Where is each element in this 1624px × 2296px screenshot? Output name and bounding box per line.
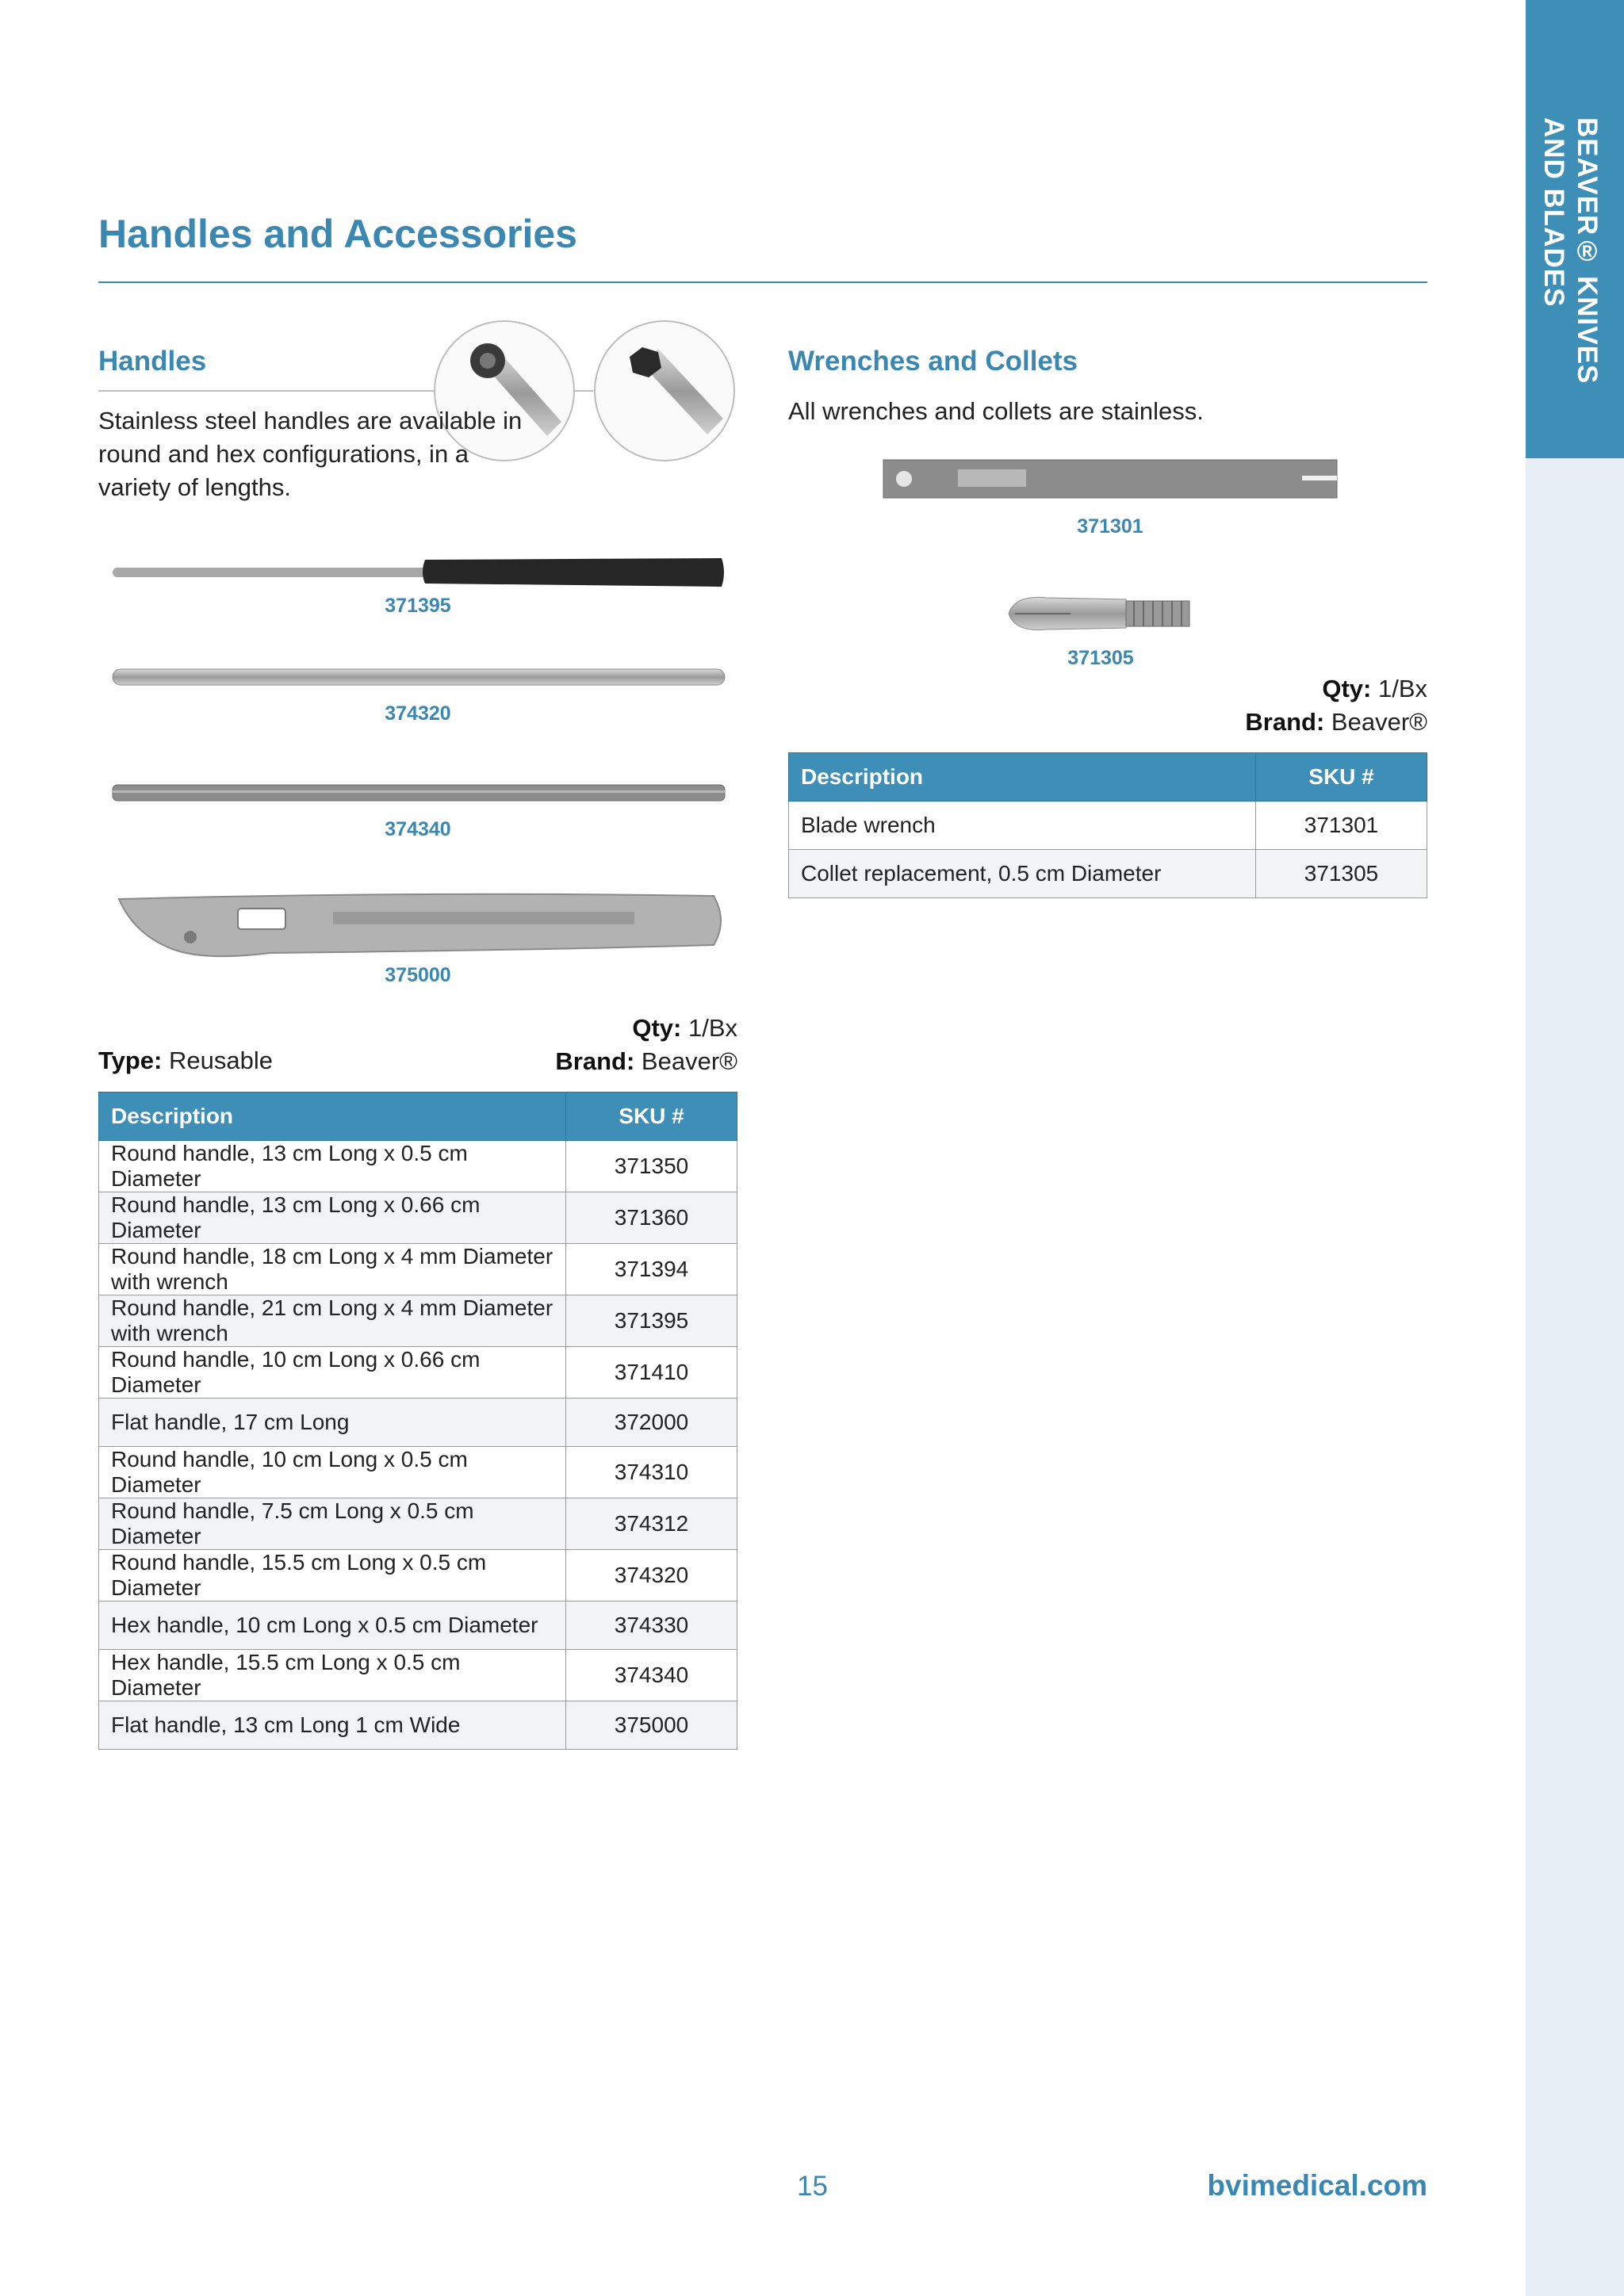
table-row — [789, 850, 1427, 898]
handle-image-374320 — [111, 663, 730, 693]
description-cell: Flat handle, 17 cm Long — [99, 1399, 566, 1447]
sku-cell: 374310 — [566, 1447, 737, 1498]
table-row — [99, 1550, 737, 1601]
sku-cell: 371305 — [1256, 850, 1427, 898]
table-row — [99, 1347, 737, 1399]
description-cell: Round handle, 13 cm Long x 0.66 cm Diameter — [99, 1192, 566, 1244]
sku-cell: 374330 — [566, 1601, 737, 1650]
table-row — [99, 1244, 737, 1295]
collet-image-371305 — [999, 590, 1197, 637]
section-tab — [1526, 0, 1624, 458]
product-caption-375000: 375000 — [385, 964, 451, 986]
sku-cell: 372000 — [566, 1399, 737, 1447]
sku-cell: 371360 — [566, 1192, 737, 1244]
table-row — [99, 1141, 737, 1192]
wrenches-qty-brand — [1110, 672, 1427, 739]
product-caption-371305: 371305 — [1067, 647, 1134, 669]
description-cell: Round handle, 21 cm Long x 4 mm Diameter with wrench — [99, 1295, 566, 1347]
product-caption-374340: 374340 — [385, 818, 451, 840]
wrench-image-371301 — [882, 457, 1339, 501]
page-title: Handles and Accessories — [98, 212, 577, 256]
wrenches-table — [788, 752, 1427, 898]
product-caption-371395: 371395 — [385, 595, 451, 617]
sku-cell: 371410 — [566, 1347, 737, 1399]
column-header-sku: SKU # — [566, 1093, 737, 1141]
table-header-row — [99, 1093, 737, 1141]
description-cell: Round handle, 10 cm Long x 0.66 cm Diameter — [99, 1347, 566, 1399]
sku-cell: 371394 — [566, 1244, 737, 1295]
title-divider — [98, 281, 1427, 283]
column-header-description: Description — [99, 1093, 566, 1141]
section-tab-label: BEAVER® KNIVES AND BLADES — [1538, 117, 1603, 385]
hex-tip-detail — [595, 321, 734, 461]
description-cell: Hex handle, 15.5 cm Long x 0.5 cm Diameter — [99, 1650, 566, 1701]
table-header-row — [789, 753, 1427, 802]
description-cell: Round handle, 18 cm Long x 4 mm Diameter with wrench — [99, 1244, 566, 1295]
handle-image-374340 — [111, 779, 730, 809]
qty-line: Qty: 1/Bx — [632, 1014, 737, 1042]
brand-line: Brand: Beaver® — [555, 1047, 737, 1075]
table-row — [99, 1650, 737, 1701]
table-row — [99, 1701, 737, 1750]
sku-cell: 371301 — [1256, 802, 1427, 850]
table-row — [99, 1447, 737, 1498]
description-cell: Round handle, 7.5 cm Long x 0.5 cm Diameter — [99, 1498, 566, 1550]
table-row — [99, 1192, 737, 1244]
table-row — [789, 802, 1427, 850]
description-cell: Hex handle, 10 cm Long x 0.5 cm Diameter — [99, 1601, 566, 1650]
description-cell: Flat handle, 13 cm Long 1 cm Wide — [99, 1701, 566, 1750]
description-cell: Collet replacement, 0.5 cm Diameter — [789, 850, 1256, 898]
handles-type: Type: Reusable — [98, 1047, 273, 1074]
column-header-description: Description — [789, 753, 1256, 802]
qty-line: Qty: 1/Bx — [1322, 675, 1427, 702]
product-caption-374320: 374320 — [385, 702, 451, 725]
sku-cell: 375000 — [566, 1701, 737, 1750]
description-cell: Round handle, 13 cm Long x 0.5 cm Diameter — [99, 1141, 566, 1192]
table-row — [99, 1498, 737, 1550]
description-cell: Round handle, 15.5 cm Long x 0.5 cm Diameter — [99, 1550, 566, 1601]
sidebar — [1526, 0, 1624, 2296]
page-number: 15 — [797, 2171, 828, 2202]
sku-cell: 371350 — [566, 1141, 737, 1192]
sku-cell: 374312 — [566, 1498, 737, 1550]
table-row — [99, 1601, 737, 1650]
brand-line: Brand: Beaver® — [1245, 708, 1427, 736]
sku-cell: 374340 — [566, 1650, 737, 1701]
handles-description: Stainless steel handles are available in round and hex configurations, in a variety of lengths. — [98, 407, 523, 501]
sku-cell: 371395 — [566, 1295, 737, 1347]
column-header-sku: SKU # — [1256, 753, 1427, 802]
wrenches-heading: Wrenches and Collets — [788, 346, 1078, 377]
handles-divider — [98, 390, 439, 392]
description-cell: Blade wrench — [789, 802, 1256, 850]
table-row — [99, 1399, 737, 1447]
sku-cell: 374320 — [566, 1550, 737, 1601]
wrenches-description: All wrenches and collets are stainless. — [788, 397, 1204, 425]
handle-image-375000 — [111, 880, 730, 964]
handles-table — [98, 1092, 737, 1750]
table-row — [99, 1295, 737, 1347]
description-cell: Round handle, 10 cm Long x 0.5 cm Diameter — [99, 1447, 566, 1498]
handles-heading: Handles — [98, 346, 207, 377]
website-link[interactable]: bvimedical.com — [1207, 2169, 1427, 2202]
handle-image-371395 — [111, 553, 730, 591]
product-caption-371301: 371301 — [1077, 515, 1143, 538]
handles-qty-brand — [428, 1012, 737, 1078]
